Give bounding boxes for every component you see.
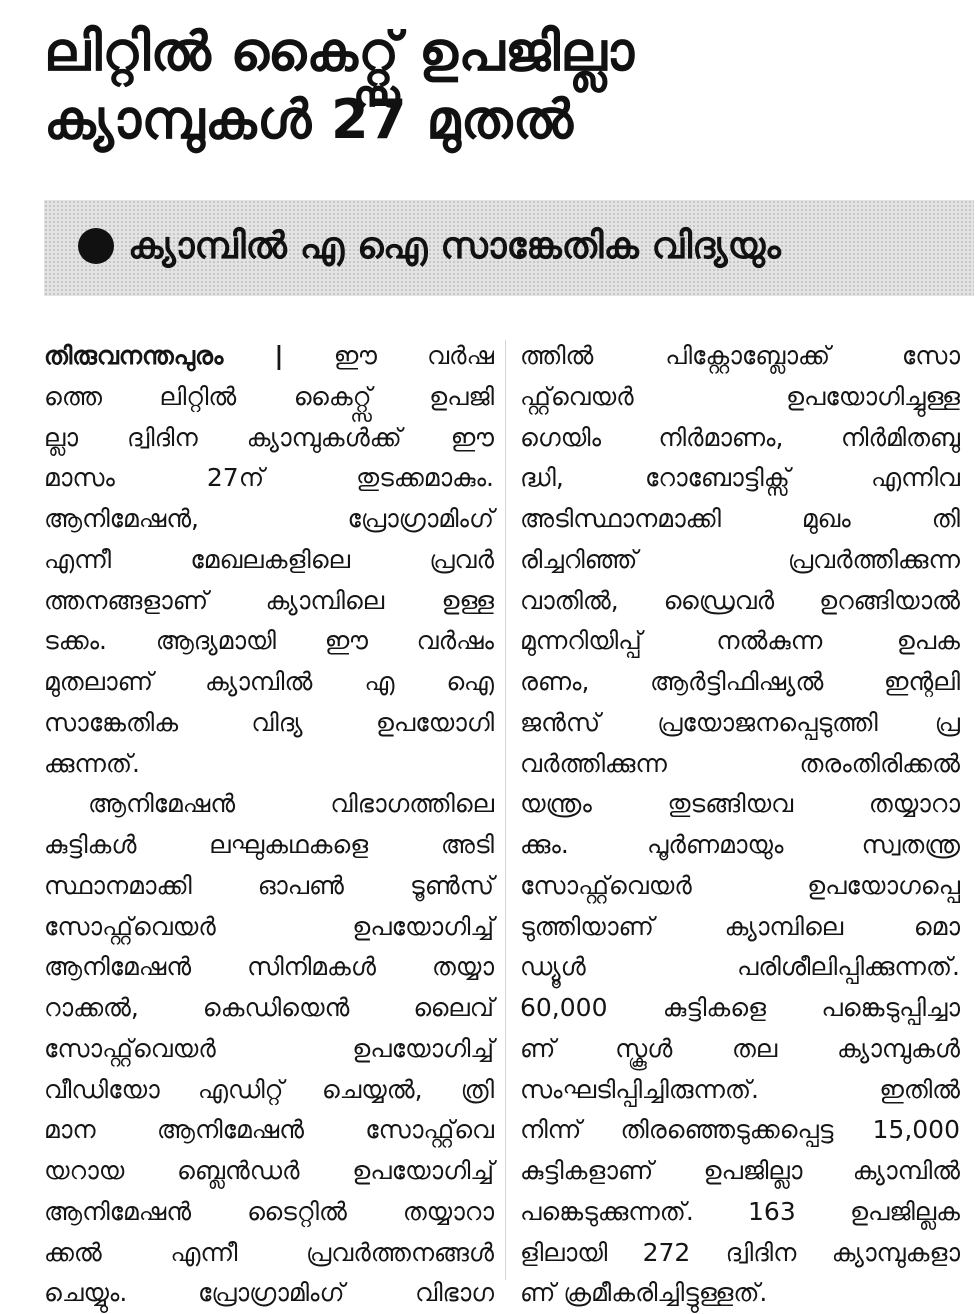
column-divider: [505, 340, 506, 1280]
body-line: ആനിമേഷൻ, പ്രോഗ്രാമിംഗ്: [44, 504, 494, 533]
body-line-text: ഈ വർഷ: [333, 341, 494, 370]
body-line: ദ്ധി, റോബോട്ടിക്സ് എന്നിവ: [520, 463, 960, 493]
body-line: ടക്കം. ആദ്യമായി ഈ വർഷം: [44, 626, 494, 656]
body-line: ളിലായി 272 ദ്വിദിന ക്യാമ്പുകളാ: [520, 1237, 960, 1267]
body-line: വർത്തിക്കുന്ന തരംതിരിക്കൽ: [520, 748, 960, 778]
body-line: 60,000 കുട്ടികളെ പങ്കെടുപ്പിച്ചാ: [520, 993, 960, 1022]
body-line: സാങ്കേതിക വിദ്യ ഉപയോഗി: [44, 707, 494, 737]
body-line: യറായ ബ്ലെൻഡർ ഉപയോഗിച്ച്: [44, 1156, 494, 1185]
body-line: ഗെയിം നിർമാണം, നിർമിതബു: [520, 422, 960, 452]
bullet-icon: [78, 228, 114, 264]
body-line: മാന ആനിമേഷൻ സോഫ്റ്റ്‌വെ: [44, 1115, 494, 1145]
body-line: സ്ഥാനമാക്കി ഓപൺ ടൂൺസ്: [44, 870, 494, 900]
body-line: കുട്ടികളാണ് ഉപജില്ലാ ക്യാമ്പിൽ: [520, 1156, 960, 1185]
subheadline-text: ക്യാമ്പിൽ എ ഐ സാങ്കേതിക വിദ്യയും: [128, 224, 781, 267]
body-line: എന്നീ മേഖലകളിലെ പ്രവർ: [44, 544, 494, 574]
body-line: ഡ്യൂൾ പരിശീലിപ്പിക്കുന്നത്.: [520, 952, 960, 982]
body-line: സോഫ്റ്റ്‌വെയർ ഉപയോഗപ്പെ: [520, 870, 960, 900]
article-column-right: [520, 336, 960, 1314]
headline-line-1: ലിറ്റിൽ കൈറ്റ്സ് ഉപജില്ലാ: [44, 20, 635, 83]
body-line: ജൻസ് പ്രയോജനപ്പെടുത്തി പ്ര: [520, 707, 960, 737]
body-line: രണം, ആർട്ടിഫിഷ്യൽ ഇന്റലി: [520, 667, 960, 696]
body-line: രിച്ചറിഞ്ഞ് പ്രവർത്തിക്കുന്ന: [520, 544, 960, 574]
body-line: റാക്കൽ, കെഡിയെൻ ലൈവ്: [44, 993, 494, 1022]
body-line: സോഫ്റ്റ്‌വെയർ ഉപയോഗിച്ച്: [44, 911, 494, 941]
body-line: ത്തെ ലിറ്റിൽ കൈറ്റ്സ് ഉപജി: [44, 381, 494, 411]
body-line: ണ് ക്രമീകരിച്ചിട്ടുള്ളത്.: [520, 1278, 768, 1308]
body-line: സംഘടിപ്പിച്ചിരുന്നത്. ഇതിൽ: [520, 1074, 960, 1104]
body-line: മാസം 27ന് തുടക്കമാകും.: [44, 463, 494, 493]
body-line: ല്ലാ ദ്വിദിന ക്യാമ്പുകൾക്ക് ഈ: [44, 422, 494, 452]
body-line: ഫ്റ്റ്‌വെയർ ഉപയോഗിച്ചുള്ള: [520, 381, 960, 411]
body-line: [44, 336, 494, 377]
body-line: ആനിമേഷൻ സിനിമകൾ തയ്യാ: [44, 952, 494, 982]
body-line: ത്തിൽ പിക്റ്റോബ്ലോക്ക് സോ: [520, 341, 960, 370]
headline-line-2: ക്യാമ്പുകൾ 27 മുതൽ: [44, 88, 574, 151]
body-line: യന്ത്രം തുടങ്ങിയവ തയ്യാറാ: [520, 789, 960, 819]
body-line: കുട്ടികൾ ലഘുകഥകളെ അടി: [44, 830, 494, 859]
headline: [44, 18, 944, 154]
body-line: ആനിമേഷൻ വിഭാഗത്തിലെ: [88, 789, 494, 819]
body-line: ക്കും. പൂർണമായും സ്വതന്ത്ര: [520, 830, 960, 859]
body-line: ക്കുന്നത്.: [44, 748, 140, 778]
subheadline-box: [44, 200, 974, 296]
body-line: വീഡിയോ എഡിറ്റ് ചെയ്യൽ, ത്രി: [44, 1074, 494, 1104]
body-line: വാതിൽ, ഡ്രൈവർ ഉറങ്ങിയാൽ: [520, 585, 960, 615]
body-line: പങ്കെടുക്കുന്നത്. 163 ഉപജില്ലക: [520, 1196, 960, 1226]
body-line: ടുത്തിയാണ് ക്യാമ്പിലെ മൊ: [520, 911, 960, 941]
body-line: അടിസ്ഥാനമാക്കി മുഖം തി: [520, 504, 960, 533]
body-line: നിന്ന് തിരഞ്ഞെടുക്കപ്പെട്ട 15,000: [520, 1115, 960, 1145]
article-column-left: [44, 336, 494, 1314]
body-line: മുന്നറിയിപ്പ് നൽകുന്ന ഉപക: [520, 626, 960, 656]
dateline: തിരുവനന്തപുരം |: [44, 341, 284, 370]
body-line: ആനിമേഷൻ ടൈറ്റിൽ തയ്യാറാ: [44, 1196, 494, 1226]
body-line: മുതലാണ് ക്യാമ്പിൽ എ ഐ: [44, 667, 494, 696]
body-line: ക്കൽ എന്നീ പ്രവർത്തനങ്ങൾ: [44, 1237, 494, 1267]
body-line: സോഫ്റ്റ്‌വെയർ ഉപയോഗിച്ച്: [44, 1033, 494, 1063]
body-line: ചെയ്യും. പ്രോഗ്രാമിംഗ് വിഭാഗ: [44, 1278, 494, 1308]
body-line: ത്തനങ്ങളാണ് ക്യാമ്പിലെ ഉള്ള: [44, 585, 494, 615]
body-line: ണ് സ്കൂൾ തല ക്യാമ്പുകൾ: [520, 1033, 960, 1063]
